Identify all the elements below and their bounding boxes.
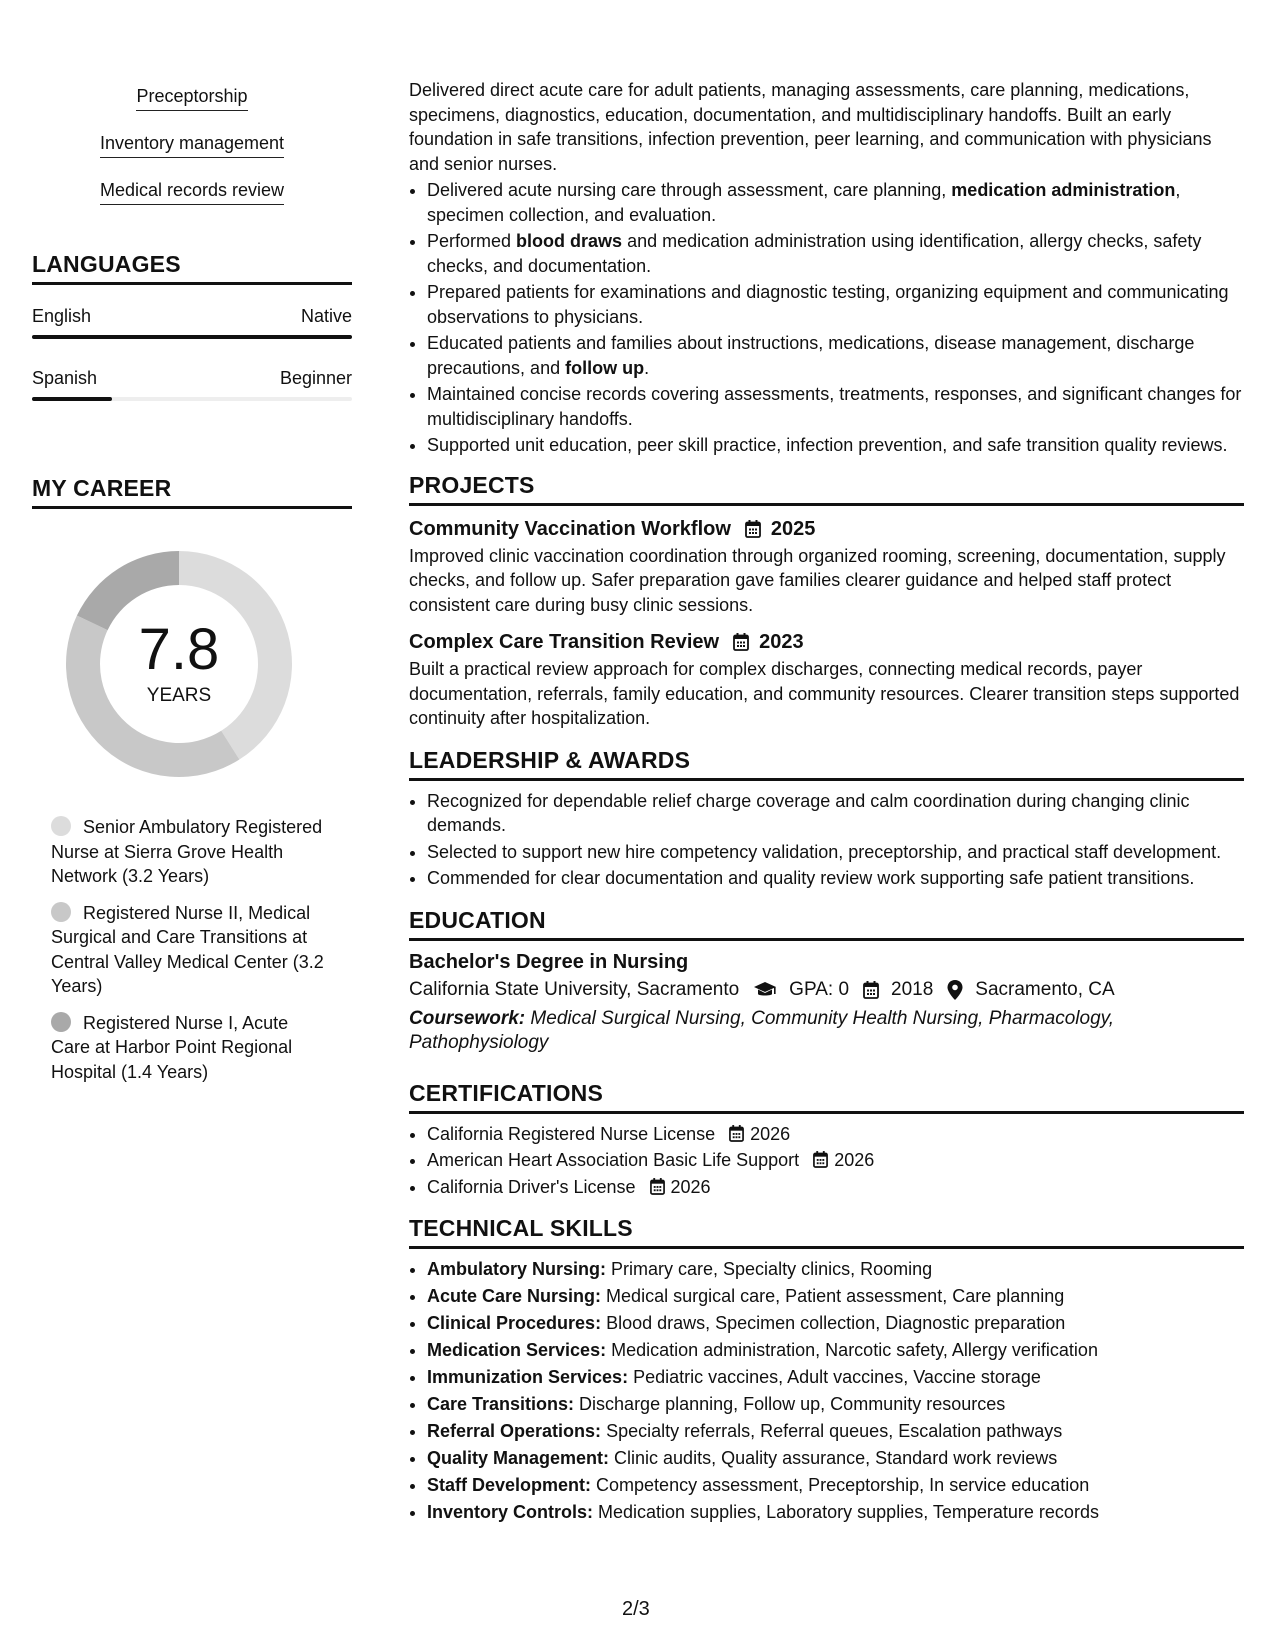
technical-skills-section: [409, 1215, 1244, 1525]
project-year: 2025: [770, 517, 816, 540]
bullet-text: Prepared patients for examinations and diagnostic testing, organizing equipment and communicating observations to physicians.: [427, 282, 1229, 327]
experience-summary: Delivered direct acute care for adult patients, managing assessments, care planning, medications, specimens, diagnostics, education, documentation, and multidisciplinary handoffs. Built an early foundation in safe transitions, infection prevention, peer learning, and communication with physicians and senior nurses.: [409, 80, 1212, 174]
project-description: Built a practical review approach for complex discharges, connecting medical records, payer documentation, referrals, family education, and community resources. Clearer transition steps supported continuity after hospitalization.: [409, 659, 1240, 728]
certification-item: [427, 1148, 1244, 1173]
calendar-icon: [729, 1125, 744, 1142]
bullet-text: Maintained concise records covering assessments, treatments, responses, and significant changes for multidisciplinary handoffs.: [427, 384, 1242, 429]
skill-values: Medication supplies, Laboratory supplies, Temperature records: [593, 1502, 1099, 1522]
coursework-list: Medical Surgical Nursing, Community Health Nursing, Pharmacology, Pathophysiology: [409, 1007, 1115, 1053]
experience-bullet: [427, 433, 1244, 458]
language-row: [32, 367, 352, 401]
calendar-icon: [745, 520, 761, 538]
skill-category: Staff Development:: [427, 1475, 592, 1495]
skill-category: Immunization Services:: [427, 1367, 629, 1387]
skill-category: Referral Operations:: [427, 1421, 602, 1441]
projects-heading: PROJECTS: [409, 472, 1244, 506]
project-title: Complex Care Transition Review: [409, 631, 720, 653]
technical-skill-item: [427, 1257, 1244, 1282]
skill-values: Specialty referrals, Referral queues, Escalation pathways: [601, 1421, 1063, 1441]
leadership-bullet: • Commended for clear documentation and quality review work supporting safe patient transitions.: [427, 866, 1244, 891]
project-title: Community Vaccination Workflow: [409, 517, 731, 540]
certifications-section: [409, 1080, 1244, 1200]
education-details: [409, 977, 1244, 1003]
language-level: Beginner: [279, 368, 352, 388]
bullet-text: Supported unit education, peer skill practice, infection prevention, and safe transition quality reviews.: [427, 435, 1228, 455]
skill-values: Primary care, Specialty clinics, Rooming: [606, 1259, 933, 1279]
career-legend-item: [51, 1011, 331, 1085]
technical-skill-item: [427, 1284, 1244, 1309]
language-level: Native: [300, 306, 352, 326]
skill-values: Pediatric vaccines, Adult vaccines, Vaccine storage: [628, 1367, 1041, 1387]
certification-name: California Registered Nurse License: [427, 1123, 716, 1144]
certification-year: 2026: [834, 1150, 875, 1170]
languages-section: [32, 251, 352, 401]
career-total-years: 7.8: [138, 617, 220, 682]
certification-item: [427, 1175, 1244, 1200]
experience-bullet: [427, 178, 1244, 227]
education-heading: EDUCATION: [409, 907, 1244, 941]
calendar-icon: [733, 633, 749, 651]
technical-skill-item: [427, 1500, 1244, 1525]
language-row: [32, 305, 352, 339]
technical-skill-item: [427, 1473, 1244, 1498]
experience-bullet: [427, 280, 1244, 329]
project-description: Improved clinic vaccination coordination through organized rooming, screening, documentation, supply checks, and follow up. Safer preparation gave families clearer guidance and helped staff protect consistent care during busy clinic sessions.: [409, 545, 1226, 615]
leadership-bullets: [409, 789, 1244, 891]
experience-bullet: [427, 229, 1244, 278]
legend-dot-icon: [51, 902, 71, 922]
career-legend-label: Registered Nurse II, Medical Surgical and Care Transitions at Central Valley Medical Center (3.2 Years): [51, 902, 324, 996]
skill-chip: Preceptorship: [136, 84, 247, 111]
bullet-bold: medication administration: [951, 180, 1176, 200]
page-number: 2/3: [622, 1598, 650, 1620]
bullet-text: Performed: [427, 231, 517, 251]
skill-category: Quality Management:: [427, 1448, 610, 1468]
certification-item: [427, 1122, 1244, 1147]
education-section: [409, 907, 1244, 1056]
leadership-heading: LEADERSHIP & AWARDS: [409, 747, 1244, 781]
language-name: Spanish: [32, 368, 98, 388]
career-legend-label: Registered Nurse I, Acute Care at Harbor Point Regional Hospital (1.4 Years): [51, 1012, 293, 1082]
right-column: [409, 78, 1244, 1527]
certifications-list: [409, 1122, 1244, 1200]
technical-skill-item: [427, 1365, 1244, 1390]
skill-values: Competency assessment, Preceptorship, In service education: [591, 1475, 1090, 1495]
project-entry: [409, 629, 1244, 731]
skill-category: Acute Care Nursing:: [427, 1286, 602, 1306]
technical-skill-item: [427, 1419, 1244, 1444]
language-proficiency-bar: [32, 335, 352, 339]
language-proficiency-fill: [32, 397, 112, 401]
calendar-icon: [813, 1151, 828, 1168]
leadership-section: [409, 747, 1244, 891]
graduation-year: 2018: [891, 978, 934, 1000]
language-name: English: [32, 306, 92, 326]
left-column: [32, 84, 352, 1096]
experience-bullet: [427, 382, 1244, 431]
school-name: California State University, Sacramento: [409, 978, 740, 1000]
career-total-unit: YEARS: [146, 685, 212, 706]
certification-year: 2026: [750, 1123, 791, 1144]
bullet-bold: blood draws: [516, 231, 623, 251]
project-year: 2023: [759, 631, 804, 653]
career-section: [32, 475, 352, 1084]
skill-values: Blood draws, Specimen collection, Diagnostic preparation: [601, 1313, 1066, 1333]
legend-dot-icon: [51, 1012, 71, 1032]
calendar-icon: [863, 981, 879, 999]
skill-category: Inventory Controls:: [427, 1502, 594, 1522]
career-legend-item: [51, 815, 331, 889]
degree-title: Bachelor's Degree in Nursing: [409, 950, 689, 973]
leadership-bullet: • Recognized for dependable relief charge coverage and calm coordination during changing clinic demands.: [427, 789, 1244, 838]
bullet-text: and medication administration using identification, allergy checks, safety checks, and documentation.: [427, 231, 1202, 276]
skill-values: Medication administration, Narcotic safety, Allergy verification: [606, 1340, 1098, 1360]
technical-skills-heading: TECHNICAL SKILLS: [409, 1215, 1244, 1249]
location-pin-icon: [947, 980, 963, 1000]
project-entry: [409, 516, 1244, 618]
career-heading: MY CAREER: [32, 475, 352, 509]
skill-values: Clinic audits, Quality assurance, Standard work reviews: [609, 1448, 1058, 1468]
leadership-bullet: • Selected to support new hire competency validation, preceptorship, and practical staff development.: [427, 840, 1244, 865]
skill-values: Discharge planning, Follow up, Community resources: [574, 1394, 1006, 1414]
bullet-text: .: [644, 357, 650, 378]
skill-category: Clinical Procedures:: [427, 1313, 602, 1333]
experience-bullet: [427, 331, 1244, 380]
career-donut-chart: [64, 549, 294, 779]
language-proficiency-bar: [32, 397, 352, 401]
certification-year: 2026: [670, 1176, 711, 1197]
skill-chip: Medical records review: [100, 178, 284, 205]
skill-chip: Inventory management: [100, 131, 284, 158]
bullet-bold: follow up: [565, 357, 645, 378]
skill-category: Care Transitions:: [427, 1394, 575, 1414]
language-proficiency-fill: [32, 335, 352, 339]
skill-category: Ambulatory Nursing:: [427, 1259, 607, 1279]
technical-skills-list: [409, 1257, 1244, 1525]
skills-chips: [32, 84, 352, 225]
bullet-text: Delivered acute nursing care through assessment, care planning,: [427, 180, 952, 200]
coursework: [409, 1007, 1244, 1056]
graduation-cap-icon: [753, 981, 777, 999]
experience-entry: [409, 78, 1244, 458]
legend-dot-icon: [51, 816, 71, 836]
certification-name: American Heart Association Basic Life Support: [427, 1150, 800, 1170]
certification-name: California Driver's License: [427, 1176, 636, 1197]
projects-section: [409, 472, 1244, 731]
bullet-text: Educated patients and families about instructions, medications, disease management, discharge precautions, and: [427, 333, 1195, 378]
technical-skill-item: [427, 1338, 1244, 1363]
coursework-label: Coursework:: [409, 1007, 526, 1029]
technical-skill-item: [427, 1446, 1244, 1471]
career-legend: [51, 815, 331, 1084]
career-legend-item: [51, 901, 331, 999]
gpa-value: GPA: 0: [789, 978, 850, 1000]
bullet-text: , specimen collection, and evaluation.: [427, 180, 1181, 225]
technical-skill-item: [427, 1311, 1244, 1336]
calendar-icon: [650, 1178, 665, 1195]
skill-category: Medication Services:: [427, 1340, 607, 1360]
experience-bullets: [409, 178, 1244, 458]
languages-heading: LANGUAGES: [32, 251, 352, 285]
school-location: Sacramento, CA: [975, 978, 1115, 1000]
certifications-heading: CERTIFICATIONS: [409, 1080, 1244, 1114]
career-legend-label: Senior Ambulatory Registered Nurse at Sierra Grove Health Network (3.2 Years): [51, 817, 323, 886]
skill-values: Medical surgical care, Patient assessment, Care planning: [601, 1286, 1065, 1306]
technical-skill-item: [427, 1392, 1244, 1417]
